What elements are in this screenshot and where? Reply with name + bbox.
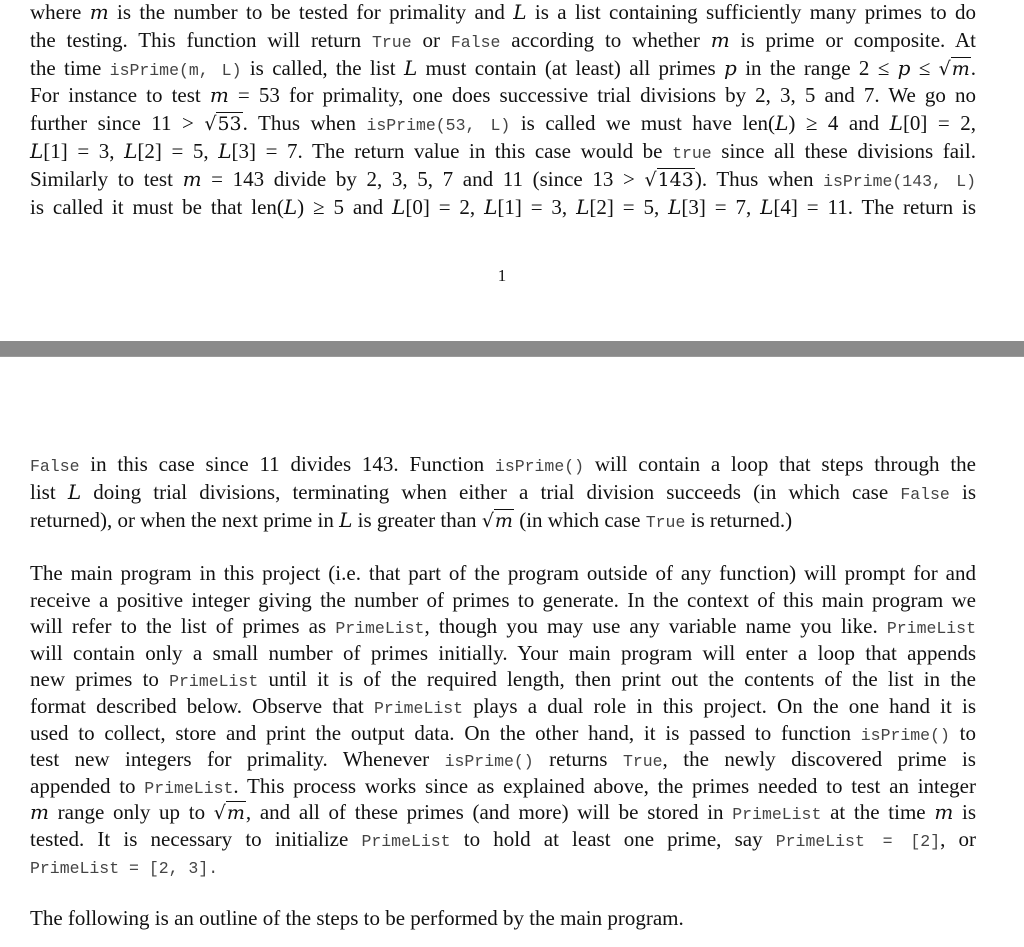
- code-identifier: PrimeList = [2]: [775, 831, 941, 851]
- text-line: the time isPrime(m, L) is called, the list L must contain (at least) all primes p in the range 2 ≤ p ≤ √m.: [30, 55, 976, 80]
- math-variable: p: [724, 55, 737, 80]
- math-variable: L: [775, 111, 789, 136]
- paragraph-main-program: [30, 560, 976, 879]
- text-line: will refer to the list of primes as PrimeList, though you may use any variable name you like. PrimeList: [30, 614, 976, 639]
- text-line: The main program in this project (i.e. that part of the program outside of any function) will prompt for and: [30, 561, 976, 585]
- text-line: The following is an outline of the steps to be performed by the main program.: [30, 906, 684, 930]
- text-line: new primes to PrimeList until it is of the required length, then print out the contents of the list in the: [30, 667, 976, 692]
- code-identifier: true: [672, 143, 712, 163]
- code-identifier: True: [371, 32, 412, 52]
- text-line: L[1] = 3, L[2] = 5, L[3] = 7. The return value in this case would be true since all these divisions fail.: [30, 138, 976, 163]
- paragraph-isprime-description: [30, 0, 976, 221]
- code-identifier: PrimeList: [361, 831, 451, 851]
- code-identifier: False: [450, 32, 501, 52]
- text-line: m range only up to √m, and all of these primes (and more) will be stored in PrimeList at the time m is: [30, 800, 976, 825]
- text-line: will contain only a small number of primes initially. Your main program will enter a loop that appends: [30, 640, 976, 665]
- code-identifier: isPrime(): [494, 457, 585, 476]
- code-identifier: isPrime(53, L): [366, 116, 511, 136]
- square-root-expression: √53: [204, 113, 242, 136]
- code-identifier: True: [622, 752, 663, 772]
- code-identifier: PrimeList: [373, 698, 464, 718]
- text-line: For instance to test m = 53 for primality, one does successive trial divisions by 2, 3, 5 and 7. We go no: [30, 83, 976, 108]
- paragraph-loop-description: [30, 451, 976, 534]
- math-variable: L: [30, 138, 44, 163]
- math-variable: m: [209, 83, 229, 108]
- math-variable: L: [339, 507, 353, 532]
- document-page-2: [0, 357, 1024, 947]
- text-line: receive a positive integer giving the number of primes to generate. In the context of this main program we: [30, 587, 976, 612]
- text-line: appended to PrimeList. This process works since as explained above, the primes needed to test an integer: [30, 773, 976, 798]
- math-variable: p: [897, 55, 911, 80]
- square-root-expression: √m: [213, 802, 245, 825]
- code-identifier: isPrime(m, L): [109, 60, 242, 80]
- code-identifier: isPrime(): [860, 725, 950, 745]
- code-identifier: PrimeList: [732, 805, 822, 825]
- code-identifier: False: [900, 484, 950, 504]
- square-root-expression: √m: [481, 509, 513, 532]
- math-variable: m: [182, 166, 202, 191]
- code-identifier: True: [645, 512, 686, 532]
- code-identifier: False: [30, 457, 80, 476]
- text-line: list L doing trial divisions, terminating when either a trial division succeeds (in which case False is: [30, 479, 976, 504]
- text-line: test new integers for primality. Whenever isPrime() returns True, the newly discovered prime is: [30, 747, 976, 772]
- math-variable: L: [67, 479, 82, 504]
- square-root-expression: √m: [938, 57, 970, 80]
- math-variable: m: [89, 0, 109, 24]
- math-variable: L: [576, 194, 590, 219]
- math-variable: L: [668, 194, 682, 219]
- code-identifier: PrimeList = [2, 3].: [30, 858, 219, 878]
- text-line: returned), or when the next prime in L is greater than √m (in which case True is returned.): [30, 507, 793, 532]
- paragraph-outline-intro: [30, 905, 976, 933]
- code-identifier: PrimeList: [144, 778, 234, 798]
- text-line: Similarly to test m = 143 divide by 2, 3, 5, 7 and 11 (since 13 > √143). Thus when isPrime(143, L): [30, 166, 976, 191]
- code-identifier: isPrime(143, L): [823, 171, 976, 191]
- text-line: used to collect, store and print the output data. On the other hand, it is passed to function isPrime() to: [30, 720, 976, 745]
- math-variable: L: [392, 194, 406, 219]
- math-variable: m: [934, 800, 954, 825]
- square-root-expression: √143: [644, 168, 694, 191]
- page-break-divider: [0, 341, 1024, 357]
- math-variable: L: [889, 111, 903, 136]
- math-variable: L: [403, 55, 418, 80]
- code-identifier: PrimeList: [169, 672, 259, 692]
- math-variable: L: [513, 0, 527, 24]
- code-identifier: PrimeList: [335, 619, 425, 639]
- text-line: the testing. This function will return True or False according to whether m is prime or composite. At: [30, 27, 976, 52]
- math-variable: L: [283, 194, 298, 219]
- code-identifier: isPrime(): [444, 752, 534, 772]
- code-identifier: PrimeList: [886, 619, 976, 639]
- math-variable: L: [484, 194, 498, 219]
- math-variable: L: [124, 138, 138, 163]
- text-line: format described below. Observe that PrimeList plays a dual role in this project. On the one hand it is: [30, 693, 977, 718]
- math-variable: L: [760, 194, 774, 219]
- text-line: tested. It is necessary to initialize PrimeList to hold at least one prime, say PrimeList = [2], or: [30, 826, 977, 851]
- text-line: where m is the number to be tested for primality and L is a list containing sufficiently many primes to do: [30, 0, 976, 24]
- text-line: [30, 853, 976, 880]
- math-variable: m: [30, 800, 49, 825]
- math-variable: m: [710, 27, 730, 52]
- text-line: further since 11 > √53. Thus when isPrime(53, L) is called we must have len(L) ≥ 4 and L[0] = 2,: [30, 111, 977, 136]
- page-number: 1: [497, 266, 507, 285]
- text-line: is called it must be that len(L) ≥ 5 and L[0] = 2, L[1] = 3, L[2] = 5, L[3] = 7, L[4] = 11. The return is: [30, 194, 977, 219]
- text-line: False in this case since 11 divides 143. Function isPrime() will contain a loop that steps through the: [30, 452, 976, 476]
- math-variable: L: [218, 138, 232, 163]
- document-page-1: [0, 0, 1024, 341]
